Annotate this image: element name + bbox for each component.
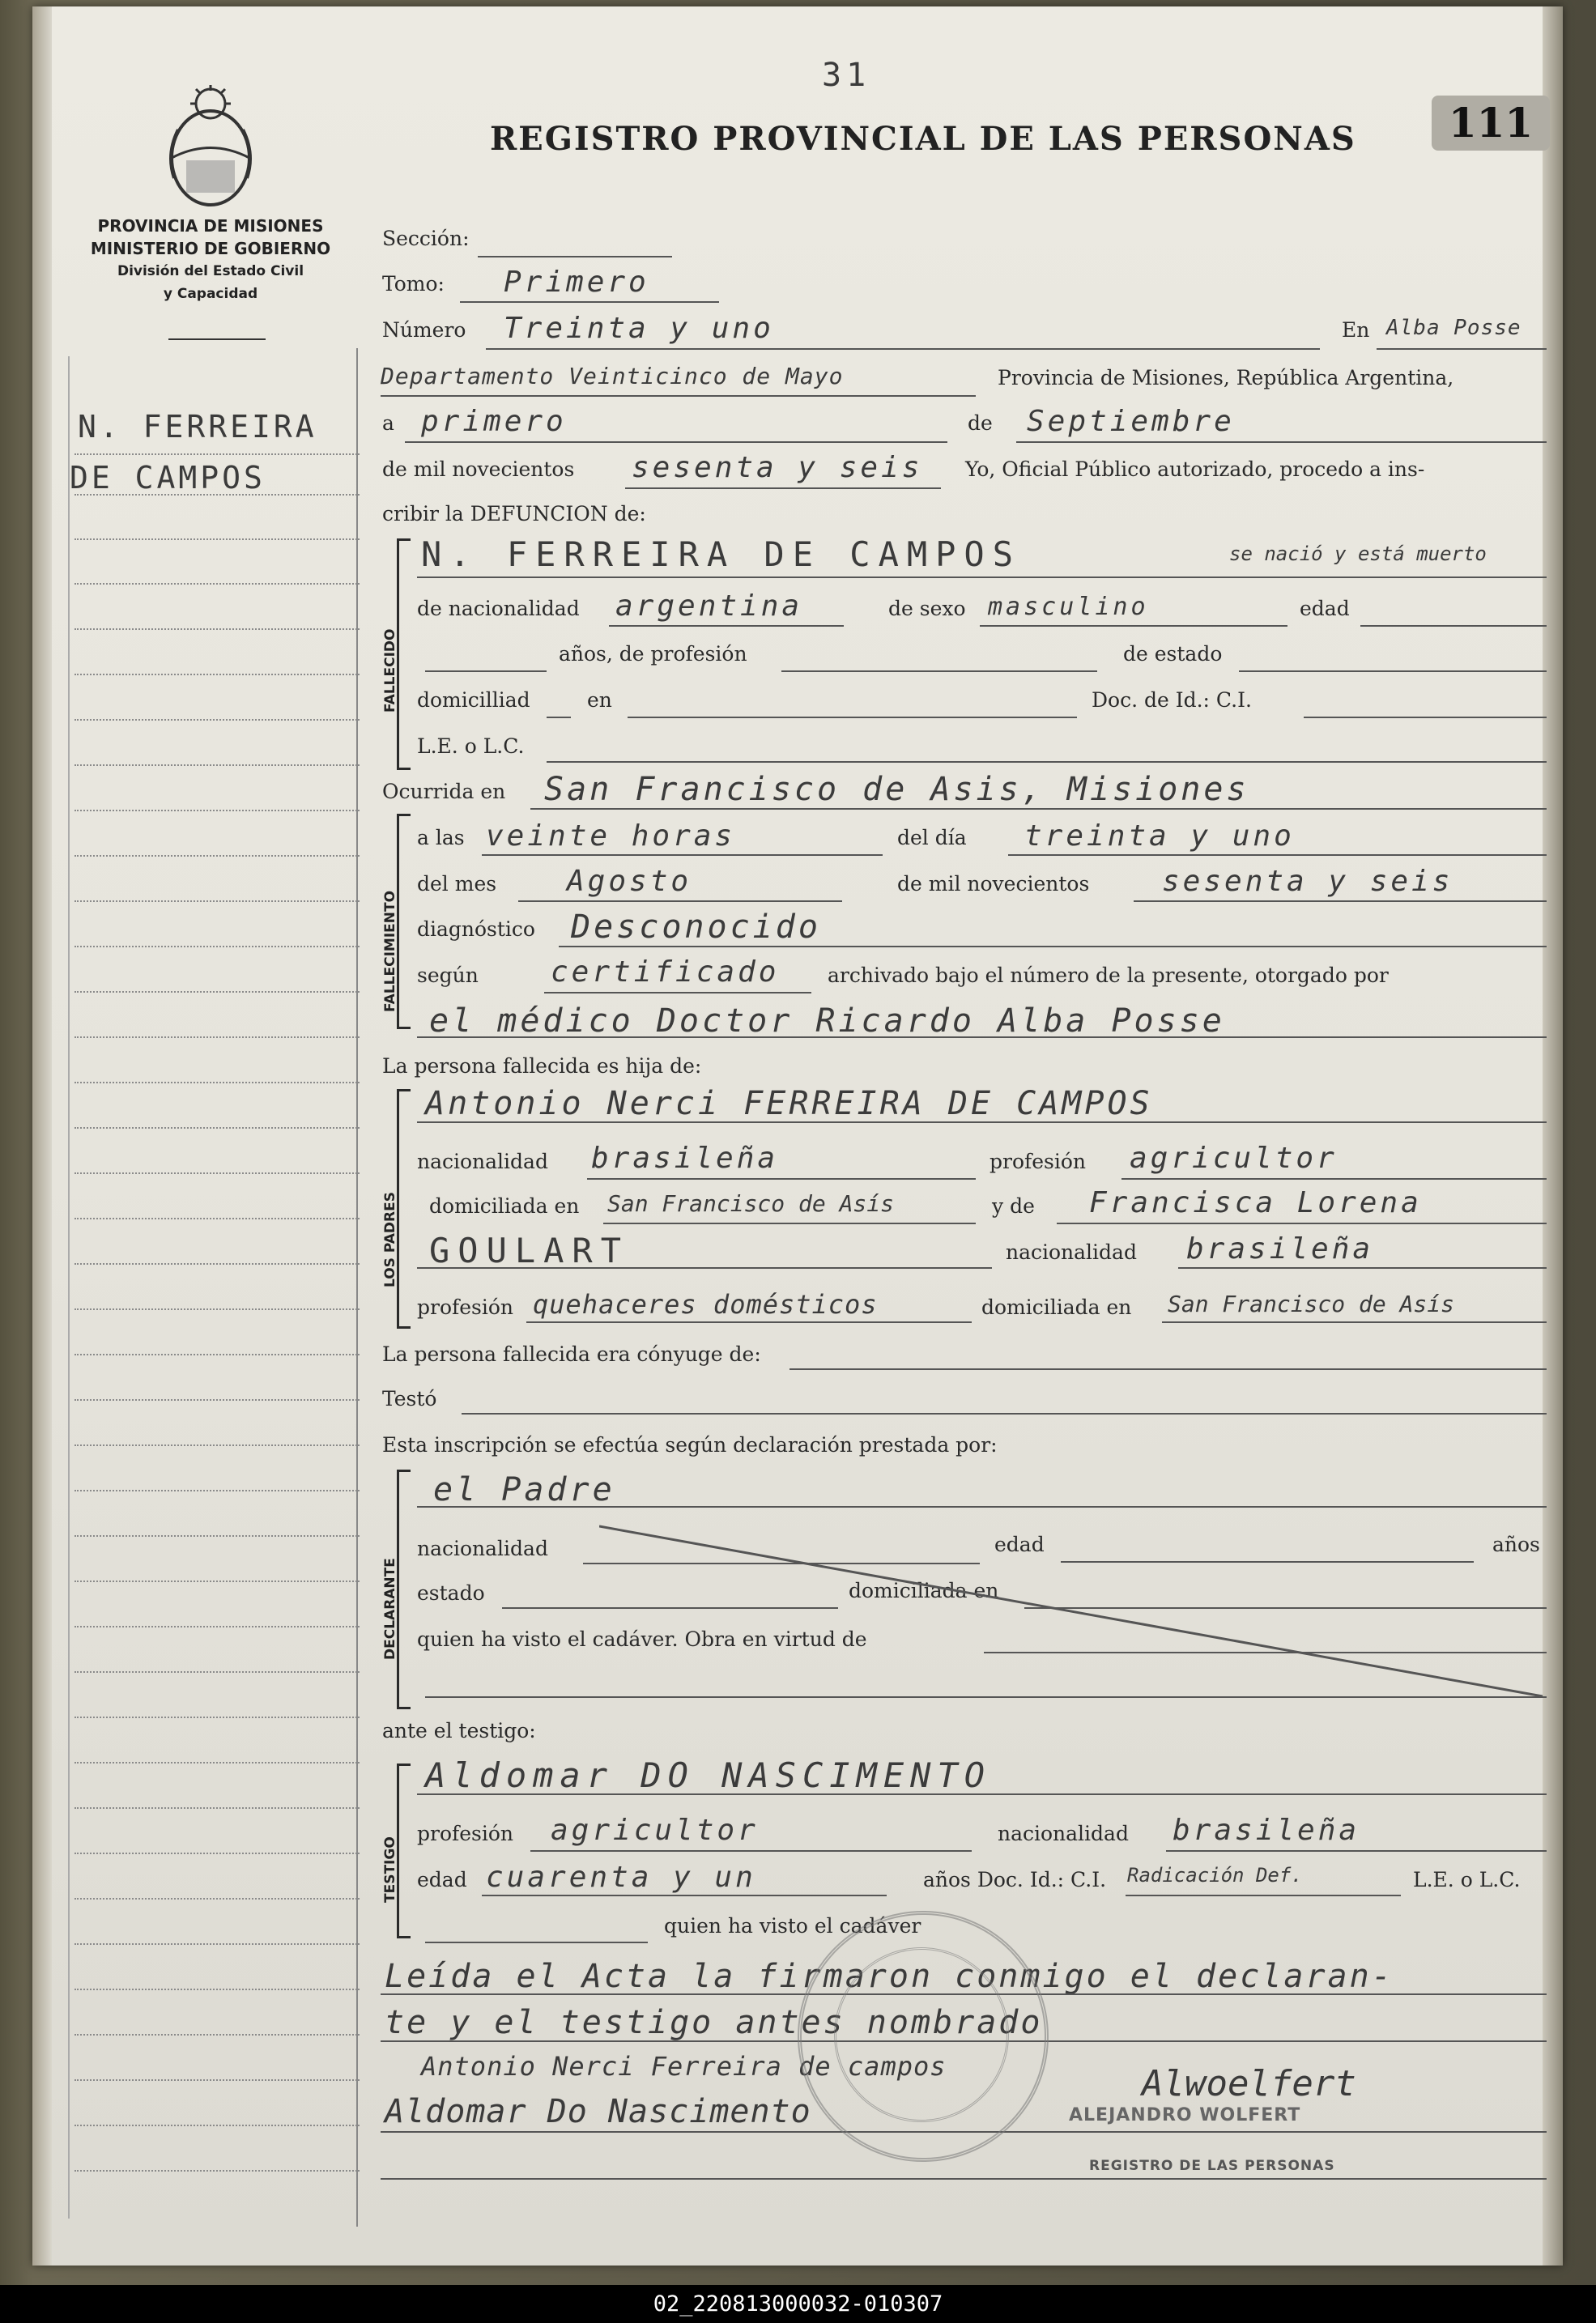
signature-line (168, 338, 266, 340)
mes-line-falle (518, 900, 842, 902)
diagnostico-value: Desconocido (571, 908, 821, 946)
margin-line (74, 855, 360, 857)
conyuge-line (789, 1368, 1547, 1370)
margin-line (74, 1898, 360, 1900)
fallecido-name: N. FERREIRA DE CAMPOS (421, 534, 1022, 574)
declarante-visto-label: quien ha visto el cadáver. Obra en virtud de (417, 1627, 867, 1651)
margin-line (74, 674, 360, 675)
nacionalidad-label-madre: nacionalidad (1006, 1240, 1137, 1264)
segun-value: certificado (551, 955, 780, 989)
fallecido-section-label: FALLECIDO (382, 628, 398, 713)
madre-line (1057, 1223, 1547, 1224)
estado-line (1239, 670, 1547, 672)
doc-label: Doc. de Id.: C.I. (1092, 688, 1252, 712)
anios-profesion-label: años, de profesión (559, 642, 747, 666)
declarante-section-label: DECLARANTE (382, 1558, 398, 1660)
departamento-value: Departamento Veinticinco de Mayo (381, 363, 844, 389)
diagnostico-line (559, 946, 1547, 947)
authority-line: PROVINCIA DE MISIONES (97, 216, 324, 236)
madre-domiciliada-label: domiciliada en (981, 1296, 1132, 1319)
book-binding (32, 6, 52, 2266)
margin-line (74, 2079, 360, 2081)
anios-line (425, 670, 547, 672)
segun-line (544, 992, 811, 993)
testo-line (462, 1413, 1547, 1415)
margin-line (74, 900, 360, 902)
testigo-edad-value: cuarenta y un (486, 1861, 756, 1894)
nacionalidad-line (609, 625, 844, 627)
margin-line (74, 2125, 360, 2126)
madre-apellido: GOULART (429, 1231, 630, 1270)
fallecimiento-section-label: FALLECIMIENTO (382, 890, 398, 1012)
margin-line (74, 1082, 360, 1083)
margin-line (74, 1036, 360, 1038)
page-title: REGISTRO PROVINCIAL DE LAS PERSONAS (490, 120, 1356, 158)
madre-domicilio: San Francisco de Asís (1168, 1291, 1455, 1317)
padres-bracket (397, 1089, 411, 1329)
segun-label: según (417, 964, 479, 987)
tomo-label: Tomo: (382, 272, 445, 296)
testigo-profesion-line (530, 1850, 972, 1852)
fallecido-bracket (397, 538, 411, 770)
dia-value: primero (421, 405, 567, 438)
testigo-name: Aldomar DO NASCIMENTO (425, 1755, 992, 1795)
mes-value-text: Agosto (567, 865, 692, 898)
image-footer (0, 2285, 1596, 2323)
padre-value: Antonio Nerci FERREIRA DE CAMPOS (425, 1085, 1153, 1122)
testigo-edad-line (482, 1895, 887, 1896)
provincia-text: Provincia de Misiones, República Argentina, (998, 366, 1454, 389)
diagnostico-label: diagnóstico (417, 917, 535, 941)
seccion-line (478, 256, 672, 257)
declarante-signature: Antonio Nerci Ferreira de campos (421, 2051, 947, 2082)
testigo-ci-line (1126, 1895, 1401, 1896)
fallecido-name-line (417, 576, 1547, 578)
nacionalidad-label: de nacionalidad (417, 597, 580, 620)
testigo-nacionalidad-line (1166, 1850, 1547, 1852)
margin-line (74, 538, 360, 540)
dia-line-falle (1008, 854, 1547, 856)
margin-line (74, 764, 360, 766)
margin-line (74, 1263, 360, 1265)
hora-value: veinte horas (486, 819, 736, 853)
le-line (547, 761, 1547, 763)
margin-line (74, 1762, 360, 1764)
padre-profesion: agricultor (1130, 1142, 1338, 1175)
official-seal-inner-ring (834, 1947, 1009, 2122)
declarante-nacionalidad-label: nacionalidad (417, 1537, 548, 1560)
dia-value-text: treinta y uno (1024, 819, 1295, 853)
hora-line (482, 854, 883, 856)
margin-line (74, 1807, 360, 1809)
testigo-nacionalidad-label: nacionalidad (998, 1822, 1129, 1845)
madre-profesion: quehaceres domésticos (533, 1289, 878, 1320)
declaracion-text: Esta inscripción se efectúa según declaración prestada por: (382, 1433, 998, 1457)
a-label: a (382, 411, 394, 435)
padre-nacionalidad: brasileña (591, 1142, 779, 1175)
domiciliada-label: domiciliada en (429, 1194, 580, 1218)
numero-value: Treinta y uno (504, 312, 774, 345)
margin-line (74, 1943, 360, 1945)
madre-value: Francisca Lorena (1089, 1186, 1422, 1219)
margin-note-line: N. FERREIRA (78, 409, 317, 445)
padre-nacionalidad-line (587, 1178, 976, 1180)
declarante-value: el Padre (433, 1471, 615, 1508)
padre-profesion-line (1121, 1178, 1547, 1180)
margin-line (74, 1354, 360, 1355)
authority-line: División del Estado Civil (117, 263, 304, 279)
margin-divider (356, 348, 358, 2227)
tomo-value: Primero (504, 266, 649, 299)
issuing-authority (57, 215, 364, 305)
y-de-label: y de (992, 1194, 1035, 1218)
margin-line (74, 1671, 360, 1673)
official-title-stamp: REGISTRO DE LAS PERSONAS (1089, 2158, 1335, 2174)
ocurrida-label: Ocurrida en (382, 780, 506, 803)
medico-line (417, 1036, 1547, 1038)
page-edge (1543, 6, 1563, 2266)
sexo-value: masculino (988, 593, 1149, 621)
page-number: 31 (822, 57, 871, 94)
testigo-anios-doc-label: años Doc. Id.: C.I. (923, 1868, 1107, 1891)
margin-line (74, 1218, 360, 1219)
domicilio-label: domicilliad (417, 688, 530, 712)
image-code: 02_220813000032-010307 (653, 2291, 943, 2317)
estado-label: de estado (1123, 642, 1223, 666)
margin-line (74, 991, 360, 993)
profesion-line (781, 670, 1097, 672)
record-number-stamp: 111 (1432, 96, 1550, 151)
departamento-line (381, 395, 976, 397)
anio-line-falle (1134, 900, 1547, 902)
margin-line (74, 453, 360, 455)
declarante-bracket (397, 1470, 411, 1709)
a-las-label: a las (417, 826, 465, 849)
ocurrida-line (530, 808, 1547, 810)
nacionalidad-value: argentina (615, 589, 803, 623)
fallecimiento-bracket (397, 814, 411, 1029)
numero-label: Número (382, 318, 466, 342)
mes-label: del mes (417, 872, 497, 896)
margin-line (74, 1399, 360, 1401)
domicilio-en-line (628, 717, 1077, 718)
profesion-label-madre: profesión (417, 1296, 514, 1319)
hija-text: La persona fallecida es hija de: (382, 1054, 702, 1078)
fallecido-name-note: se nació y está muerto (1229, 542, 1487, 565)
margin-line (74, 1444, 360, 1446)
margin-line (74, 583, 360, 585)
madre-apellido-line (417, 1267, 992, 1269)
testigo-profesion-value: agricultor (551, 1814, 759, 1847)
anio-value-falle: sesenta y seis (1162, 865, 1453, 898)
padre-domicilio: San Francisco de Asís (607, 1190, 895, 1217)
sexo-line (980, 625, 1287, 627)
testigo-nacionalidad-value: brasileña (1173, 1814, 1360, 1847)
numero-line (486, 348, 1320, 350)
testo-label: Testó (382, 1387, 437, 1410)
coat-of-arms-icon (154, 81, 267, 211)
doc-line (1304, 717, 1547, 718)
declarante-edad-label: edad (994, 1533, 1045, 1556)
de-label: de (968, 411, 993, 435)
dia-label: del día (897, 826, 967, 849)
declarante-anios-label: años (1492, 1533, 1540, 1556)
authority-line: y Capacidad (163, 286, 258, 302)
mes-line (1016, 441, 1547, 443)
margin-line (74, 494, 360, 496)
margin-line (74, 946, 360, 947)
tomo-line (460, 301, 719, 303)
official-signature: Alwoelfert (1142, 2063, 1356, 2104)
testigo-visto-line (425, 1942, 648, 1943)
domicilio-en-label: en (587, 688, 612, 712)
seccion-label: Sección: (382, 227, 470, 250)
mil-label-falle: de mil novecientos (897, 872, 1090, 896)
edad-label: edad (1300, 597, 1350, 620)
margin-line (74, 1127, 360, 1129)
testigo-visto-label: quien ha visto el cadáver (664, 1914, 921, 1938)
closing-line-2: te y el testigo antes nombrado (385, 2004, 1043, 2041)
padre-line (417, 1121, 1547, 1123)
oficial-text: Yo, Oficial Público autorizado, procedo a ins- (965, 457, 1425, 481)
margin-rule (68, 356, 70, 2219)
margin-line (74, 1581, 360, 1582)
domicilio-line (547, 717, 571, 718)
testigo-signature: Aldomar Do Nascimento (385, 2093, 811, 2130)
edad-line (1360, 625, 1547, 627)
margin-line (74, 1308, 360, 1310)
testigo-profesion-label: profesión (417, 1822, 514, 1845)
anio-value: sesenta y seis (632, 451, 923, 484)
declarante-estado-label: estado (417, 1581, 485, 1605)
authority-line: MINISTERIO DE GOBIERNO (90, 239, 331, 258)
madre-nacionalidad-line (1178, 1267, 1547, 1269)
medico-value: el médico Doctor Ricardo Alba Posse (429, 1002, 1225, 1040)
margin-line (74, 1989, 360, 1990)
margin-line (74, 1535, 360, 1537)
margin-line (74, 1490, 360, 1491)
testigo-ci-value: Radicación Def. (1127, 1864, 1303, 1887)
sexo-label: de sexo (888, 597, 966, 620)
mil-label: de mil novecientos (382, 457, 575, 481)
margin-line (74, 2034, 360, 2036)
profesion-label-padre: profesión (990, 1150, 1087, 1173)
margin-note-line: DE CAMPOS (70, 460, 266, 496)
testigo-le-label: L.E. o L.C. (1413, 1868, 1521, 1891)
cribir-text: cribir la DEFUNCION de: (382, 502, 646, 525)
declarante-line (417, 1506, 1547, 1508)
mes-value: Septiembre (1027, 405, 1235, 438)
testigo-intro: ante el testigo: (382, 1719, 536, 1742)
official-name-stamp: ALEJANDRO WOLFERT (1069, 2105, 1301, 2125)
en-line (1377, 348, 1547, 350)
padres-section-label: LOS PADRES (382, 1192, 398, 1287)
margin-line (74, 1853, 360, 1854)
margin-line (74, 1172, 360, 1174)
declarante-domiciliada-label: domiciliada en (849, 1579, 999, 1602)
le-label: L.E. o L.C. (417, 734, 525, 758)
en-value: Alba Posse (1386, 316, 1522, 340)
margin-line (74, 2170, 360, 2172)
margin-line (74, 628, 360, 630)
testigo-edad-label: edad (417, 1868, 467, 1891)
madre-nacionalidad: brasileña (1186, 1232, 1374, 1266)
dia-line (405, 441, 947, 443)
closing-line-1: Leída el Acta la firmaron conmigo el declaran- (385, 1958, 1394, 1995)
closing-rule-4 (381, 2178, 1547, 2180)
conyuge-text: La persona fallecida era cónyuge de: (382, 1342, 761, 1366)
testigo-section-label: TESTIGO (382, 1836, 398, 1903)
testigo-name-line (417, 1793, 1547, 1795)
cross-out-stroke (599, 1522, 1547, 1700)
madre-profesion-line (526, 1321, 972, 1323)
margin-line (74, 1626, 360, 1627)
nacionalidad-label-padre: nacionalidad (417, 1150, 548, 1173)
madre-domicilio-line (1162, 1321, 1547, 1323)
padre-domicilio-line (603, 1223, 976, 1224)
testigo-bracket (397, 1764, 411, 1938)
en-label: En (1342, 318, 1370, 342)
archivado-text: archivado bajo el número de la presente, otorgado por (828, 964, 1389, 987)
margin-line (74, 1717, 360, 1718)
margin-line (74, 719, 360, 721)
ocurrida-value: San Francisco de Asis, Misiones (544, 771, 1249, 808)
margin-line (74, 810, 360, 811)
anio-line (625, 487, 941, 489)
